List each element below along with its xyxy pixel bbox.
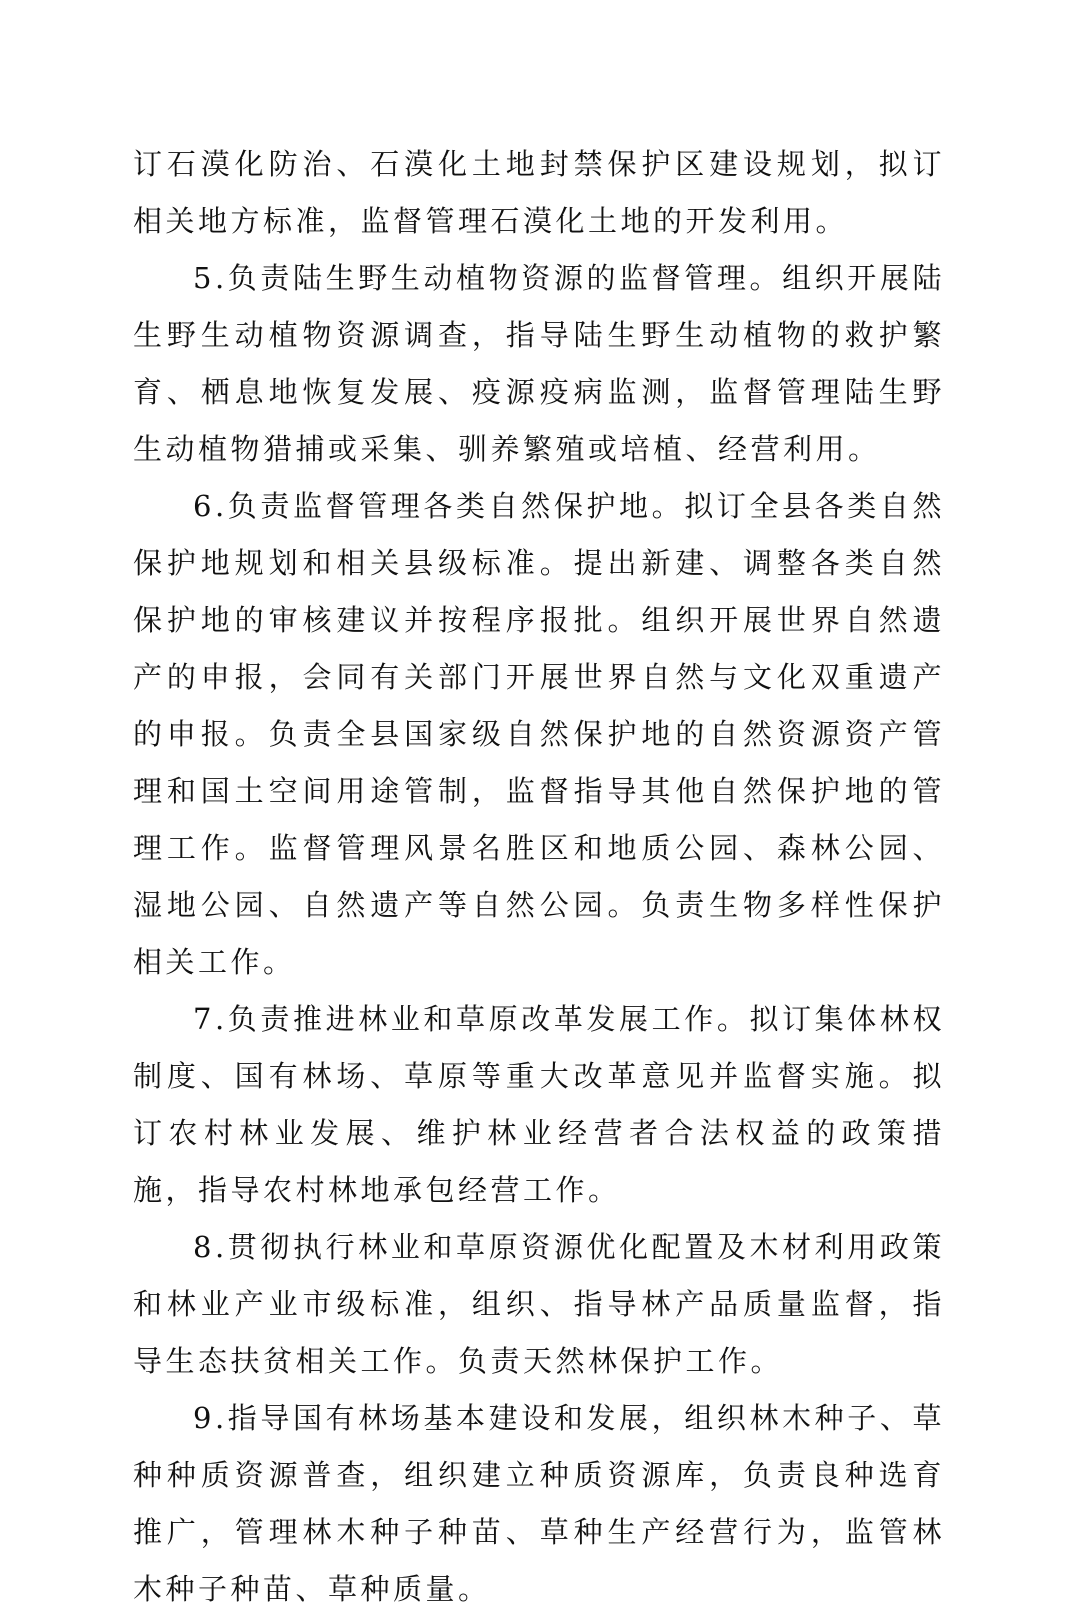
document-page	[133, 136, 945, 1618]
paragraph-item-5: 5.负责陆生野生动植物资源的监督管理。组织开展陆生野生动植物资源调查，指导陆生野生动植物的救护繁育、栖息地恢复发展、疫源疫病监测，监督管理陆生野生动植物猎捕或采集、驯养繁殖或培植、经营利用。	[133, 261, 945, 466]
paragraph-item-9: 9.指导国有林场基本建设和发展，组织林木种子、草种种质资源普查，组织建立种质资源库，负责良种选育推广，管理林木种子种苗、草种生产经营行为，监管林木种子种苗、草种质量。	[133, 1401, 945, 1606]
paragraph-item-7: 7.负责推进林业和草原改革发展工作。拟订集体林权制度、国有林场、草原等重大改革意见并监督实施。拟订农村林业发展、维护林业经营者合法权益的政策措施，指导农村林地承包经营工作。	[133, 1002, 945, 1207]
paragraph-item-6: 6.负责监督管理各类自然保护地。拟订全县各类自然保护地规划和相关县级标准。提出新建、调整各类自然保护地的审核建议并按程序报批。组织开展世界自然遗产的申报，会同有关部门开展世界自然与文化双重遗产的申报。负责全县国家级自然保护地的自然资源资产管理和国土空间用途管制，监督指导其他自然保护地的管理工作。监督管理风景名胜区和地质公园、森林公园、湿地公园、自然遗产等自然公园。负责生物多样性保护相关工作。	[133, 489, 945, 979]
paragraph-1-continuation: 订石漠化防治、石漠化土地封禁保护区建设规划，拟订相关地方标准，监督管理石漠化土地的开发利用。	[133, 147, 945, 238]
paragraph-item-8: 8.贯彻执行林业和草原资源优化配置及木材利用政策和林业产业市级标准，组织、指导林产品质量监督，指导生态扶贫相关工作。负责天然林保护工作。	[133, 1230, 945, 1378]
